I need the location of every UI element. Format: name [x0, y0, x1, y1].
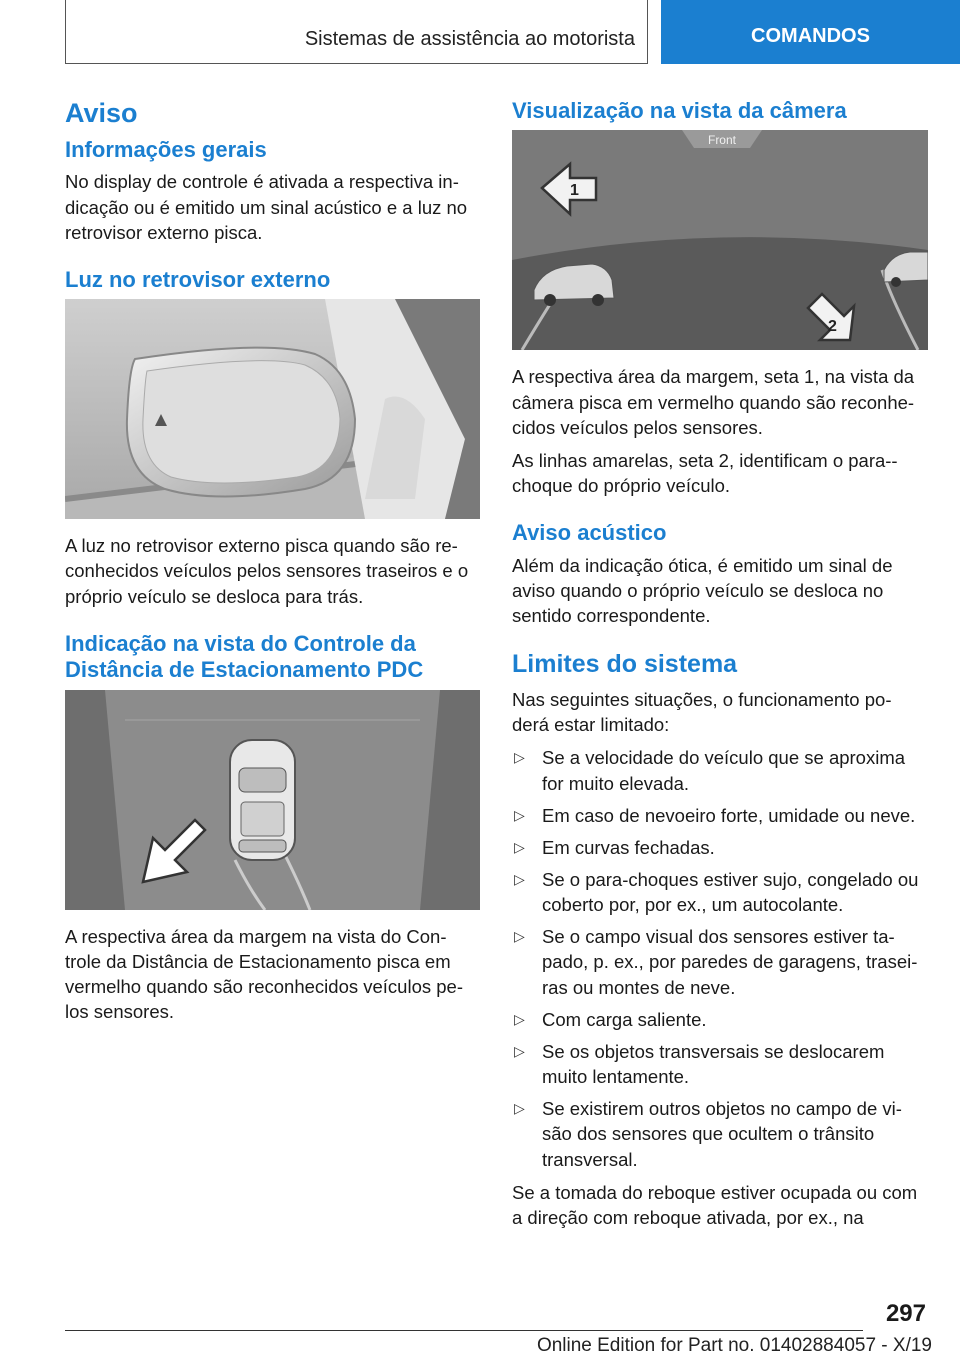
heading-pdc: Indicação na vista do Controle da Distância de Estacionamento PDC [65, 630, 424, 683]
list-item: ▷ Em caso de nevoeiro forte, umidade ou neve. [512, 803, 928, 828]
para-limites: Nas seguintes situações, o funcionamento po-derá estar limitado: [512, 689, 892, 736]
section-tab: COMANDOS [661, 0, 960, 64]
heading-limites: Limites do sistema [512, 650, 738, 679]
list-item: ▷ Com carga saliente. [512, 1007, 928, 1032]
list-item: ▷ Se a velocidade do veículo que se aproxima for muito elevada. [512, 745, 928, 795]
car-icon [230, 740, 295, 860]
heading-luz: Luz no retrovisor externo [65, 266, 331, 292]
camera-illustration [512, 130, 928, 350]
right-column [512, 98, 928, 1238]
heading-aviso: Aviso [65, 98, 138, 128]
triangle-bullet-icon: ▷ [514, 1010, 525, 1027]
front-label: Front [707, 133, 737, 148]
para-pdc: A respectiva área da margem na vista do Con-trole da Distância de Estacionamento pisca em vermelho quando são reconhecidos veículos pe-los sensores. [65, 925, 463, 1022]
triangle-bullet-icon: ▷ [514, 749, 525, 766]
arrow-2-label: 2 [828, 318, 837, 336]
header-box [65, 0, 648, 64]
para-info: No display de controle é ativada a respectiva in-dicação ou é emitido um sinal acústico e a luz no retrovisor externo pisca. [65, 171, 468, 243]
para-acustico: Além da indicação ótica, é emitido um sinal de aviso quando o próprio veículo se desloca no sentido correspondente. [512, 554, 893, 626]
list-item: ▷ Se os objetos transversais se deslocarem muito lentamente. [512, 1039, 928, 1089]
heading-info: Informações gerais [65, 137, 267, 162]
list-item: ▷ Em curvas fechadas. [512, 835, 928, 860]
triangle-bullet-icon: ▷ [514, 928, 525, 945]
list-item: ▷ Se existirem outros objetos no campo de vi-são dos sensores que ocultem o trânsito transversal. [512, 1096, 928, 1171]
para-luz: A luz no retrovisor externo pisca quando são re-conhecidos veículos pelos sensores traseiros e o próprio veículo se desloca para trás. [65, 535, 469, 607]
edition-text: Online Edition for Part no. 01402884057 - X/19 [536, 1335, 932, 1356]
triangle-bullet-icon: ▷ [514, 838, 525, 855]
mirror-illustration [65, 299, 480, 519]
limits-list [512, 745, 928, 1171]
page-number: 297 [885, 1300, 926, 1327]
triangle-bullet-icon: ▷ [514, 1100, 525, 1117]
para-final: Se a tomada do reboque estiver ocupada ou com a direção com reboque ativada, por ex., na [512, 1181, 918, 1228]
para-camera-1: A respectiva área da margem, seta 1, na vista da câmera pisca em vermelho quando são reconhe-cidos veículos pelos sensores. [512, 366, 915, 438]
header-title: Sistemas de assistência ao motorista [304, 28, 635, 50]
triangle-bullet-icon: ▷ [514, 806, 525, 823]
para-camera-2: As linhas amarelas, seta 2, identificam o para--choque do próprio veículo. [512, 449, 898, 497]
footer-divider [65, 1330, 863, 1331]
list-item: ▷ Se o para-choques estiver sujo, congelado ou coberto por, por ex., um autocolante. [512, 867, 928, 917]
list-item: ▷ Se o campo visual dos sensores estiver ta-pado, p. ex., por paredes de garagens, trasei-ras ou montes de neve. [512, 924, 928, 999]
left-column [65, 98, 480, 1046]
arrow-1-label: 1 [570, 182, 579, 200]
heading-camera: Visualização na vista da câmera [512, 98, 847, 123]
heading-acustico: Aviso acústico [512, 520, 667, 546]
pdc-illustration [65, 690, 480, 910]
triangle-bullet-icon: ▷ [514, 870, 525, 887]
triangle-bullet-icon: ▷ [514, 1042, 525, 1059]
